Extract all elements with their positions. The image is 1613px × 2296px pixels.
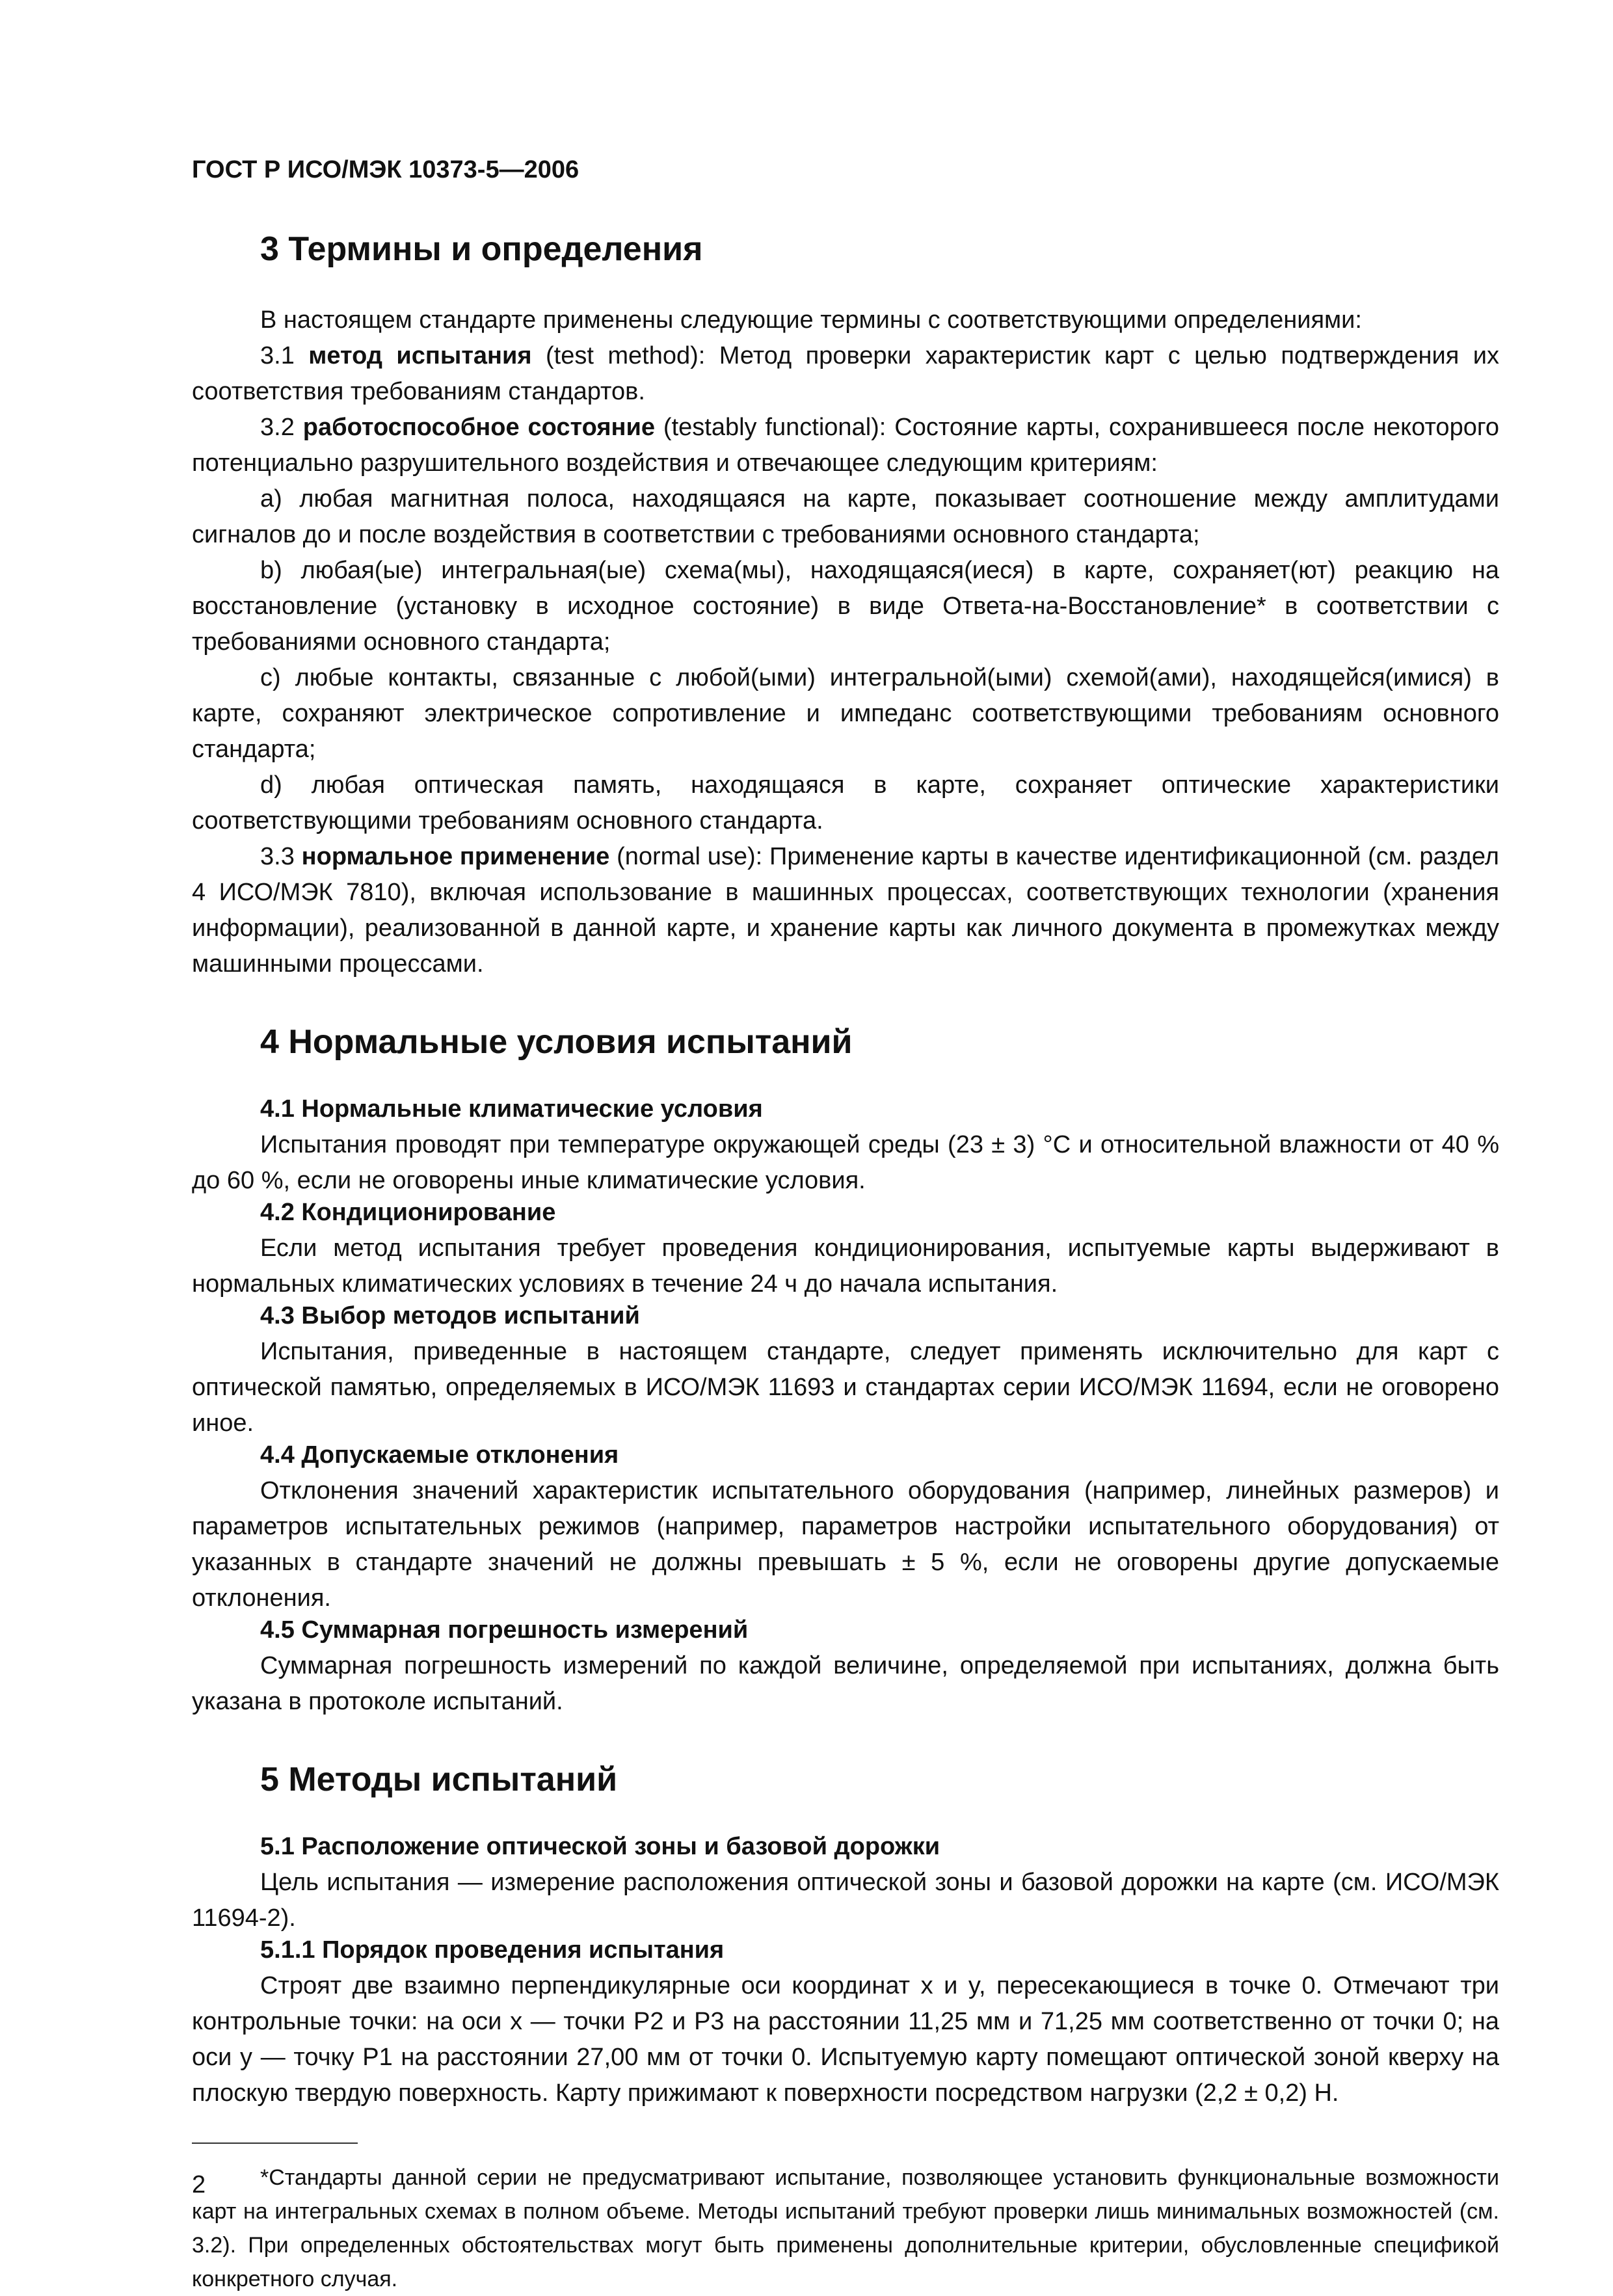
footnote-text: *Стандарты данной серии не предусматривают испытание, позволяющее установить функциональные возможности карт на интегральных схемах в полном объеме. Методы испытаний требуют проверки лишь минимальных возможностей (см. 3.2). При определенных обстоятельствах могут быть применены дополнительные критерии, обусловленные спецификой конкретного случая.: [192, 2165, 1499, 2291]
subsection-4-3-title: 4.3 Выбор методов испытаний: [260, 1302, 640, 1329]
subsection-5-1-1-text: Строят две взаимно перпендикулярные оси координат x и y, пересекающиеся в точке 0. Отмечают три контрольные точки: на оси x — точки P2 и P3 на расстоянии 11,25 мм и 71,25 мм соответственно от точки 0; на оси y — точку P1 на расстоянии 27,00 мм от точки 0. Испытуемую карту помещают оптической зоной кверху на плоскую твердую поверхность. Карту прижимают к поверхности посредством нагрузки (2,2 ± 0,2) Н.: [192, 1972, 1499, 2107]
criterion-a: a) любая магнитная полоса, находящаяся на карте, показывает соотношение между амплитудами сигналов до и после воздействия в соответствии с требованиями основного стандарта;: [192, 485, 1499, 548]
footnote: [192, 2161, 1499, 2296]
subsection-4-4-title: 4.4 Допускаемые отклонения: [260, 1441, 619, 1469]
section-3-intro: В настоящем стандарте применены следующие термины с соответствующими определениями:: [260, 306, 1362, 334]
criterion-b: b) любая(ые) интегральная(ые) схема(мы), находящаяся(иеся) в карте, сохраняет(ют) реакцию на восстановление (установку в исходное состояние) в виде Ответа-на-Восстановление* в соответствии с требованиями основного стандарта;: [192, 557, 1499, 656]
term-3-3-number: 3.3: [260, 843, 302, 870]
section-3-title: 3 Термины и определения: [260, 230, 703, 268]
footnote-divider: [192, 2142, 358, 2144]
term-3-2-number: 3.2: [260, 414, 303, 441]
subsection-4-4-text: Отклонения значений характеристик испытательного оборудования (например, линейных размеров) и параметров испытательных режимов (например, параметров настройки испытательного оборудования) от указанных в стандарте значений не должны превышать ± 5 %, если не оговорены другие допускаемые отклонения.: [192, 1477, 1499, 1612]
subsection-5-1-1-title: 5.1.1 Порядок проведения испытания: [260, 1936, 725, 1964]
term-3-1-number: 3.1: [260, 342, 309, 369]
subsection-4-2-text: Если метод испытания требует проведения кондиционирования, испытуемые карты выдерживают в нормальных климатических условиях в течение 24 ч до начала испытания.: [192, 1235, 1499, 1298]
subsection-4-2-title: 4.2 Кондиционирование: [260, 1199, 556, 1226]
criterion-d: d) любая оптическая память, находящаяся в карте, сохраняет оптические характеристики соответствующими требованиям основного стандарта.: [192, 771, 1499, 834]
term-3-3-definition: (normal use): Применение карты в качестве идентификационной (см. раздел 4 ИСО/МЭК 7810), включая использование в машинных процессах, соответствующих технологии (хранения информации), реализованной в данной карте, и хранение карты как личного документа в промежутках между машинными процессами.: [192, 843, 1499, 978]
subsection-4-1-text: Испытания проводят при температуре окружающей среды (23 ± 3) °С и относительной влажности от 40 % до 60 %, если не оговорены иные климатические условия.: [192, 1131, 1499, 1194]
term-3-2-definition: (testably functional): Состояние карты, сохранившееся после некоторого потенциально разрушительного воздействия и отвечающее следующим критериям:: [192, 414, 1499, 477]
term-3-3: [192, 839, 1499, 982]
term-3-1-name: метод испытания: [308, 342, 532, 369]
term-3-1: [192, 338, 1499, 410]
document-header: ГОСТ Р ИСО/МЭК 10373-5—2006: [192, 156, 580, 183]
subsection-5-1-text: Цель испытания — измерение расположения оптической зоны и базовой дорожки на карте (см. ИСО/МЭК 11694-2).: [192, 1869, 1499, 1932]
section-4-title: 4 Нормальные условия испытаний: [260, 1023, 853, 1061]
term-3-1-definition: (test method): Метод проверки характеристик карт с целью подтверждения их соответствия требованиям стандартов.: [192, 342, 1499, 405]
page-number: 2: [192, 2171, 206, 2198]
term-3-2-name: работоспособное состояние: [302, 414, 655, 441]
term-3-3-name: нормальное применение: [301, 843, 610, 870]
subsection-4-1-title: 4.1 Нормальные климатические условия: [260, 1095, 763, 1123]
page-content: [192, 156, 1499, 2296]
section-5-title: 5 Методы испытаний: [260, 1761, 618, 1798]
term-3-2: [192, 410, 1499, 481]
subsection-4-3-text: Испытания, приведенные в настоящем стандарте, следует применять исключительно для карт с оптической памятью, определяемых в ИСО/МЭК 11693 и стандартах серии ИСО/МЭК 11694, если не оговорено иное.: [192, 1338, 1499, 1437]
subsection-5-1-title: 5.1 Расположение оптической зоны и базовой дорожки: [260, 1833, 940, 1860]
subsection-4-5-title: 4.5 Суммарная погрешность измерений: [260, 1616, 749, 1644]
subsection-4-5-text: Суммарная погрешность измерений по каждой величине, определяемой при испытаниях, должна быть указана в протоколе испытаний.: [192, 1652, 1499, 1715]
criterion-c: c) любые контакты, связанные с любой(ыми) интегральной(ыми) схемой(ами), находящейся(имися) в карте, сохраняют электрическое сопротивление и импеданс соответствующими требованиям основного стандарта;: [192, 664, 1499, 763]
